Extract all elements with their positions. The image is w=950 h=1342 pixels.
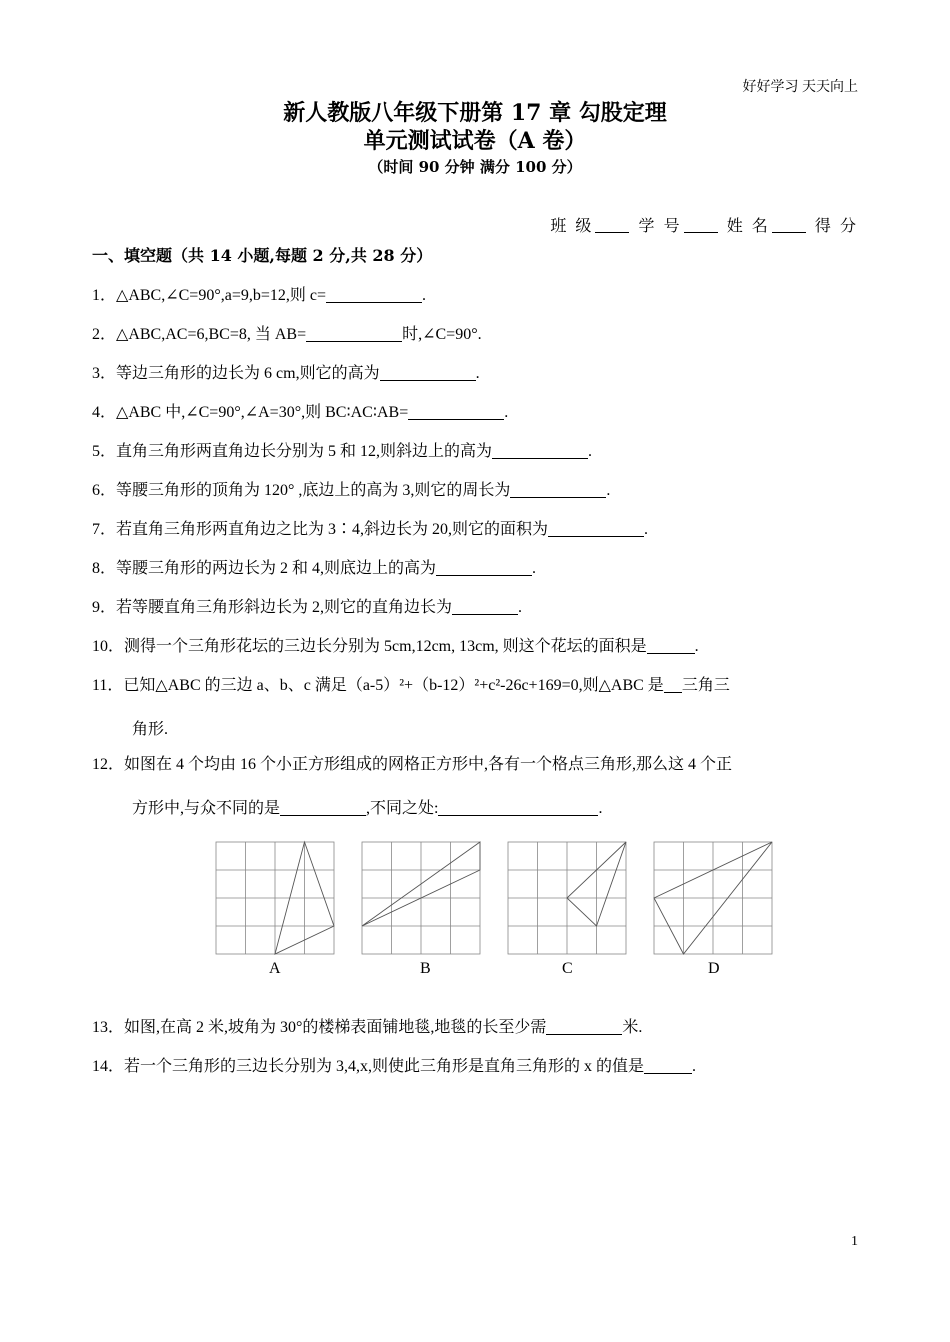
answer-blank	[408, 405, 504, 420]
name-blank	[772, 218, 806, 233]
name-label: 姓 名	[726, 216, 770, 235]
figure-label-b: B	[420, 960, 431, 977]
id-blank	[684, 218, 718, 233]
question-3: 3．等边三角形的边长为 6 cm,则它的高为 .	[92, 365, 480, 382]
answer-blank	[438, 801, 598, 816]
question-5: 5．直角三角形两直角边长分别为 5 和 12,则斜边上的高为 .	[92, 443, 593, 460]
question-7: 7．若直角三角形两直角边之比为 3∶4,斜边长为 20,则它的面积为 .	[92, 521, 649, 538]
question-13: 13．如图,在高 2 米,坡角为 30°的楼梯表面铺地毯,地毯的长至少需 米.	[92, 1019, 643, 1036]
question-12: 12．如图在 4 个均由 16 个小正方形组成的网格正方形中,各有一个格点三角形,那么这 4 个正	[92, 756, 733, 773]
answer-blank	[280, 801, 366, 816]
figure-label-a: A	[269, 960, 281, 977]
question-12-continued: 方形中,与众不同的是 ,不同之处: .	[132, 800, 603, 817]
grid-figures	[215, 840, 775, 990]
title-line-1: 新人教版八年级下册第 17 章 勾股定理	[283, 100, 667, 126]
question-10: 10．测得一个三角形花坛的三边长分别为 5cm,12cm, 13cm, 则这个花坛的面积是 .	[92, 638, 699, 655]
figure-d	[654, 842, 772, 954]
id-label: 学 号	[638, 216, 682, 235]
answer-blank	[664, 678, 682, 693]
question-9: 9．若等腰直角三角形斜边长为 2,则它的直角边长为 .	[92, 599, 523, 616]
page-number: 1	[851, 1234, 858, 1249]
question-2: 2．△ABC,AC=6,BC=8, 当 AB= 时,∠C=90°.	[92, 326, 482, 343]
exam-subtitle: （时间 90 分钟 满分 100 分）	[368, 158, 582, 176]
answer-blank	[548, 522, 644, 537]
answer-blank	[326, 288, 422, 303]
question-1: 1．△ABC,∠C=90°,a=9,b=12,则 c= .	[92, 287, 426, 304]
figure-c	[508, 842, 626, 954]
answer-blank	[380, 366, 476, 381]
answer-blank	[510, 483, 606, 498]
question-11-continued: 角形.	[132, 721, 169, 738]
title-line-2: 单元测试试卷（A 卷）	[363, 128, 587, 154]
figure-b	[362, 842, 480, 954]
question-6: 6．等腰三角形的顶角为 120° ,底边上的高为 3,则它的周长为 .	[92, 482, 611, 499]
answer-blank	[647, 639, 695, 654]
question-11: 11．已知△ABC 的三边 a、b、c 满足（a-5）²+（b-12）²+c²-26c+169=0,则△ABC 是 三角三	[92, 677, 730, 694]
question-4: 4．△ABC 中,∠C=90°,∠A=30°,则 BC∶AC∶AB= .	[92, 404, 509, 421]
figure-label-d: D	[708, 960, 720, 977]
score-label: 得 分	[814, 216, 858, 235]
header-motto: 好好学习 天天向上	[742, 80, 858, 95]
answer-blank	[492, 444, 588, 459]
student-info-line	[550, 213, 858, 236]
figure-label-c: C	[562, 960, 573, 977]
answer-blank	[436, 561, 532, 576]
figure-a	[216, 842, 334, 954]
answer-blank	[452, 600, 518, 615]
question-8: 8．等腰三角形的两边长为 2 和 4,则底边上的高为 .	[92, 560, 537, 577]
answer-blank	[644, 1059, 692, 1074]
question-14: 14．若一个三角形的三边长分别为 3,4,x,则使此三角形是直角三角形的 x 的值是 .	[92, 1058, 697, 1075]
class-blank	[595, 218, 629, 233]
class-label: 班 级	[550, 216, 594, 235]
answer-blank	[306, 327, 402, 342]
section-title: 一、填空题（共 14 小题,每题 2 分,共 28 分）	[92, 246, 433, 265]
answer-blank	[546, 1020, 622, 1035]
